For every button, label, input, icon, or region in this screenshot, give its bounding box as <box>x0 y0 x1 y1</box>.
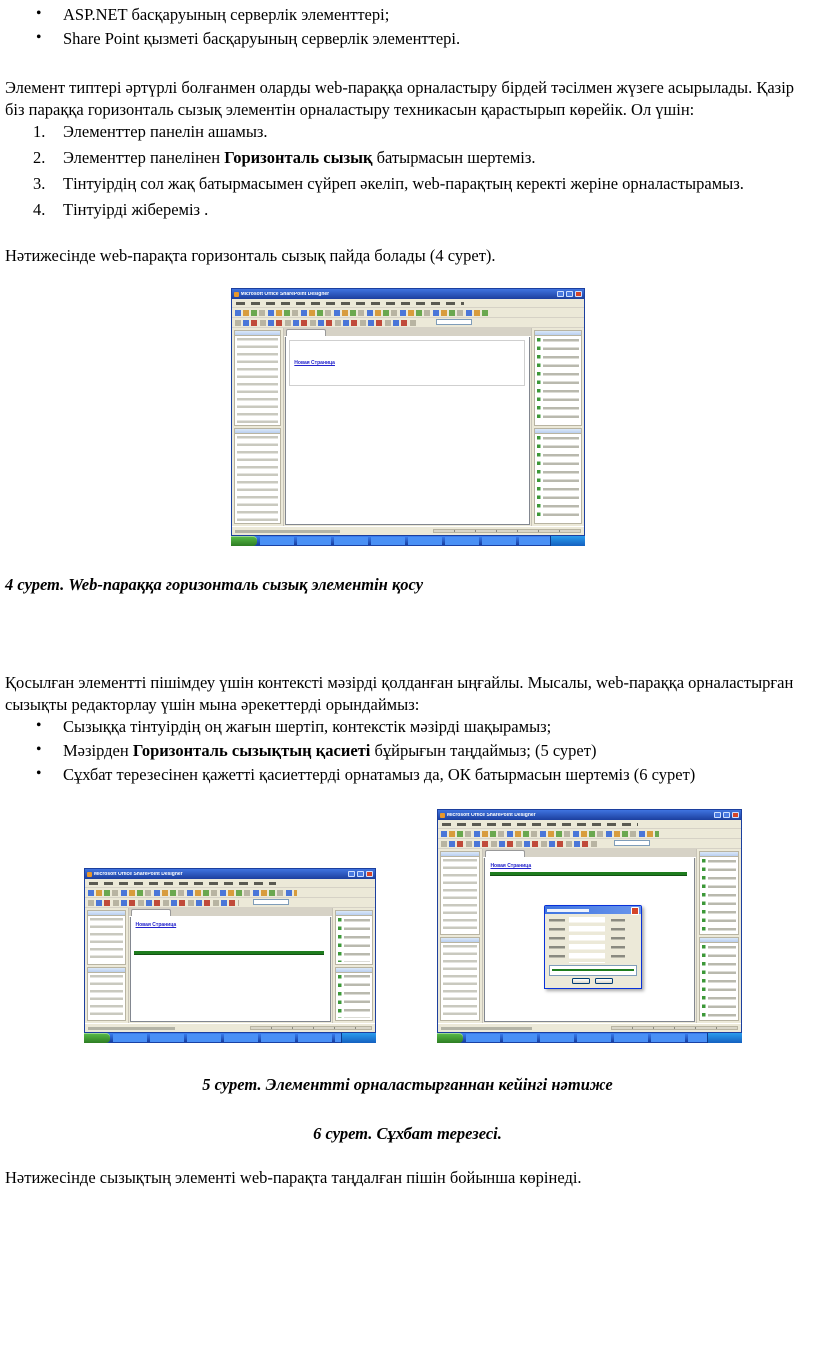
minimize-icon <box>714 812 721 818</box>
minimize-icon <box>348 871 355 877</box>
hline-properties-dialog <box>544 905 642 989</box>
tag-properties-panel <box>440 937 480 1021</box>
server-elements-list <box>5 4 810 50</box>
figure-6-screenshot <box>437 809 742 1043</box>
taskbar-buttons <box>113 1034 341 1042</box>
window-title: Microsoft Office SharePoint Designer <box>240 291 330 297</box>
list-item <box>63 764 810 786</box>
page-link-text: Новая Страница <box>490 863 532 870</box>
bullet-text: ASP.NET басқаруының серверлік элементтері; <box>63 5 390 24</box>
dialog-ok-cancel-buttons <box>549 978 637 985</box>
dialog-titlebar <box>545 906 641 914</box>
page-canvas <box>130 917 331 1022</box>
page-canvas <box>484 858 694 1022</box>
editor-area <box>129 908 332 1023</box>
window-body <box>232 328 584 526</box>
close-icon <box>575 291 582 297</box>
figure-5-screenshot <box>84 868 376 1043</box>
taskbar-buttons <box>260 537 550 545</box>
toolbox-panel <box>332 908 376 1023</box>
maximize-icon <box>723 812 730 818</box>
figure-4-caption: 4 сурет. Web-параққа горизонталь сызық элементін қосу <box>5 575 424 595</box>
result-paragraph: Нәтижесінде web-парақта горизонталь сызық пайда болады (4 сурет). <box>5 245 496 265</box>
bullet-text: бұйрығын таңдаймыз; (5 сурет) <box>370 741 597 761</box>
dialog-form-fields <box>549 917 637 963</box>
figure-5-caption: 5 сурет. Элементті орналастырғаннан кейінгі нәтиже <box>202 1075 613 1095</box>
list-item <box>63 740 810 762</box>
status-bar <box>232 526 584 535</box>
step-text: Тінтуірдің сол жақ батырмасымен сүйреп әкеліп, web-парақтың керекті жеріне орналастырамыз. <box>63 173 744 193</box>
folder-list-panel <box>438 849 483 1023</box>
step-text: Элементтер панелінен <box>63 147 225 167</box>
menu-bar <box>85 879 375 888</box>
app-icon <box>234 292 239 297</box>
folder-list <box>87 910 126 965</box>
app-icon <box>87 872 92 877</box>
window-title: Microsoft Office SharePoint Designer <box>94 871 183 877</box>
step-text: Тінтуірді жібереміз . <box>63 199 209 219</box>
dialog-line-preview <box>549 965 637 976</box>
step-item <box>63 173 810 195</box>
folder-list-panel <box>232 328 285 526</box>
status-bar <box>85 1023 375 1032</box>
step-item <box>63 199 810 221</box>
final-paragraph: Нәтижесінде сызықтың элементі web-парақта таңдалған пішін бойынша көрінеді. <box>5 1167 582 1187</box>
bullet-text: Share Point қызметі басқаруының серверлік элементтері. <box>63 28 461 48</box>
standard-toolbar <box>232 308 584 318</box>
maximize-icon <box>566 291 573 297</box>
css-styles-panel <box>534 428 582 524</box>
standard-toolbar <box>438 829 741 839</box>
start-button <box>231 536 257 546</box>
step-text: Элементтер панелін ашамыз. <box>63 121 268 141</box>
page-link-text: Новая Страница <box>135 922 177 929</box>
figure-6-caption: 6 сурет. Сұхбат терезесі. <box>313 1124 502 1143</box>
window-titlebar <box>438 810 741 820</box>
bullet-text: Мәзірден <box>63 741 133 761</box>
bullet-bold: Горизонталь сызықтың қасиеті <box>132 741 371 761</box>
editor-area <box>483 849 695 1023</box>
menu-bar <box>232 299 584 308</box>
step-item <box>63 121 810 143</box>
standard-toolbar <box>85 888 375 898</box>
tag-properties-panel <box>234 428 282 524</box>
context-menu-paragraph: Қосылған элементті пішімдеу үшін контексті мәзірді қолданған ыңғайлы. Мысалы, web-параққа орналастырған сызықты редакторлау үшін мына әрекеттерді орындаймыз: <box>5 673 794 715</box>
taskbar-buttons <box>466 1034 707 1042</box>
list-item <box>63 716 810 738</box>
window-titlebar <box>85 869 375 879</box>
toolbox-panel <box>696 849 741 1023</box>
start-button <box>84 1033 110 1043</box>
system-tray <box>707 1033 742 1043</box>
horizontal-line-element <box>134 951 323 955</box>
windows-taskbar <box>231 536 585 546</box>
horizontal-line-element <box>490 872 688 876</box>
window-body <box>438 849 741 1023</box>
window-body <box>85 908 375 1023</box>
sharepoint-designer-window <box>231 288 585 536</box>
editor-area <box>284 328 530 526</box>
toolbox-panel <box>531 328 584 526</box>
maximize-icon <box>357 871 364 877</box>
windows-taskbar <box>437 1033 742 1043</box>
figures-5-6-row <box>5 809 810 1043</box>
page-canvas <box>285 337 529 525</box>
status-bar <box>438 1023 741 1032</box>
sharepoint-designer-window <box>437 809 742 1033</box>
list-item <box>63 4 810 26</box>
bullet-text: Сызыққа тінтуірдің оң жағын шертіп, контекстік мәзірді шақырамыз; <box>63 717 552 737</box>
app-icon <box>440 813 445 818</box>
formatting-toolbar <box>232 318 584 328</box>
menu-bar <box>438 820 741 829</box>
toolbox-list <box>534 330 582 426</box>
figure-4-wrapper <box>5 288 810 546</box>
list-item <box>63 28 810 50</box>
steps-list <box>5 121 810 221</box>
formatting-toolbar <box>85 898 375 908</box>
close-icon <box>366 871 373 877</box>
window-title: Microsoft Office SharePoint Designer <box>447 812 536 818</box>
intro-paragraph: Элемент типтері әртүрлі болғанмен оларды web-параққа орналастыру бірдей тәсілмен жүзеге асырылады. Қазір біз параққа горизонталь сызық элементін орналастыру техникасын қарастырып көрейік. Ол үшін: <box>5 77 795 119</box>
step-bold: Горизонталь сызық <box>224 147 373 167</box>
dialog-body <box>545 914 641 988</box>
document-tab <box>483 849 695 858</box>
document-tab <box>129 908 332 917</box>
folder-list <box>234 330 282 426</box>
edit-actions-list <box>5 716 810 786</box>
system-tray <box>341 1033 376 1043</box>
toolbox-list <box>335 910 374 965</box>
window-titlebar <box>232 289 584 299</box>
folder-list-panel <box>85 908 129 1023</box>
tag-properties-panel <box>87 967 126 1022</box>
css-styles-panel <box>335 967 374 1022</box>
figure-4-screenshot <box>231 288 585 546</box>
folder-list <box>440 851 480 935</box>
document-tab <box>284 328 530 337</box>
step-item <box>63 147 810 169</box>
minimize-icon <box>557 291 564 297</box>
windows-taskbar <box>84 1033 376 1043</box>
step-text: батырмасын шертеміз. <box>372 147 536 167</box>
bullet-text: Сұхбат терезесінен қажетті қасиеттерді орнатамыз да, ОК батырмасын шертеміз (6 сурет) <box>63 765 696 785</box>
page-link-text: Новая Страница <box>294 360 335 367</box>
close-icon <box>732 812 739 818</box>
start-button <box>437 1033 463 1043</box>
system-tray <box>550 536 585 546</box>
formatting-toolbar <box>438 839 741 849</box>
sharepoint-designer-window <box>84 868 376 1033</box>
toolbox-list <box>699 851 739 935</box>
css-styles-panel <box>699 937 739 1021</box>
